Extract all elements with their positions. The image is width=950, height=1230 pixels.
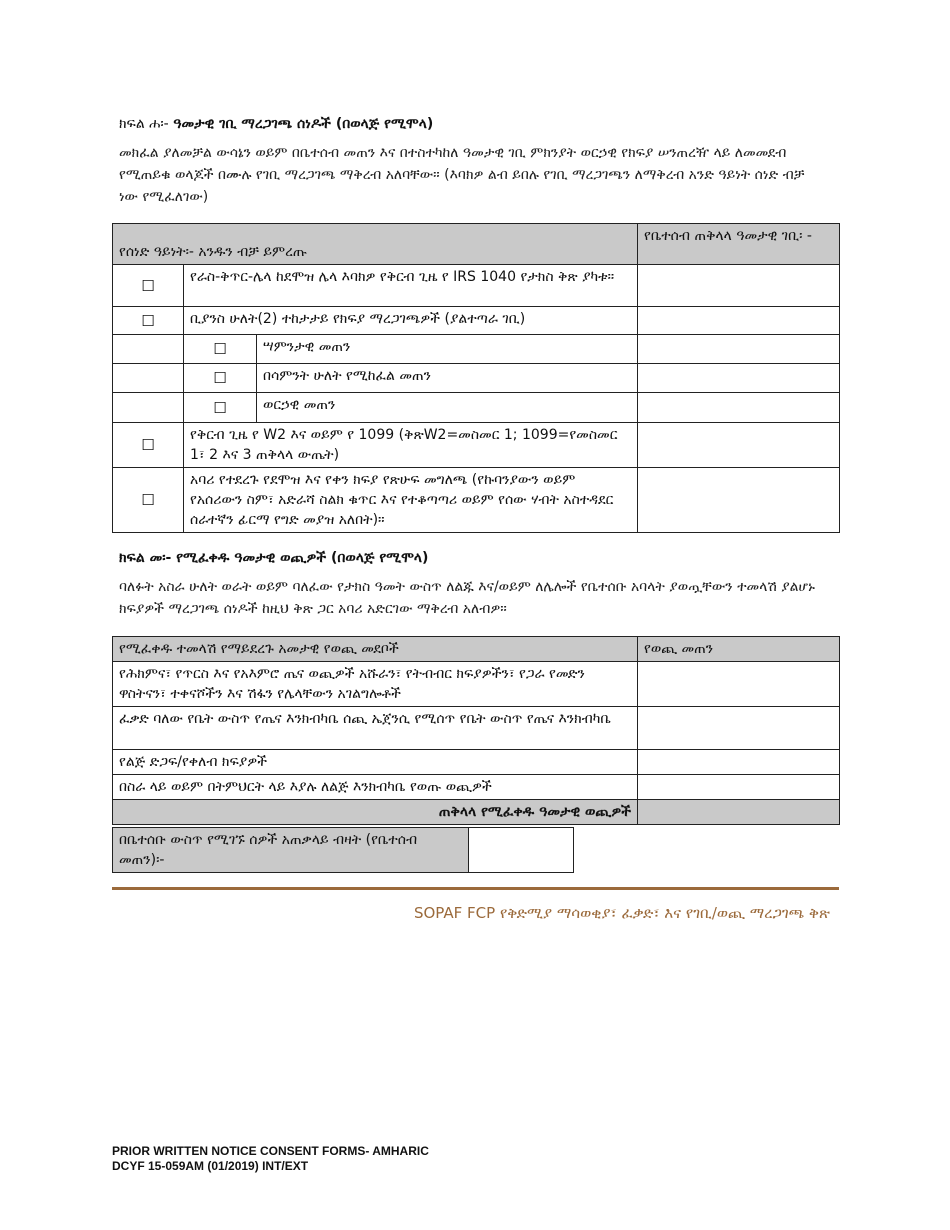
section-m-title-bold: ክፍል መ፡- የሚፈቀዱ ዓመታዊ ወጪዎች (በወላጅ የሚሞላ) (119, 550, 429, 566)
form-number: DCYF 15-059AM (01/2019) INT/EXT (112, 1159, 309, 1173)
income-docs-table (112, 223, 840, 533)
household-size-label: በቤተሰቡ ውስጥ የሚገኙ ሰዎች አጠቃላይ ብዛት (የቤተሰብ መጠን)፡- (113, 828, 469, 873)
weekly-income-cell[interactable] (638, 335, 840, 364)
table-row (113, 307, 840, 335)
biweekly-income-cell[interactable] (638, 364, 840, 393)
childcare-expense-label: በስራ ላይ ወይም በትምህርት ላይ እያሉ ለልጅ እንክብካቤ የወጡ ወጪዎች (113, 775, 638, 800)
w2-1099-label: የቅርብ ጊዜ የ W2 እና ወይም የ 1099 (ቅጽW2=መስመር 1; 1099=የመስመር 1፣ 2 እና 3 ጠቅላላ ውጤት) (184, 423, 638, 468)
table-row (113, 423, 840, 468)
employer-statement-label: አባሪ የተደረጉ የደሞዝ እና የቀን ክፍያ የጽሁፍ መግለጫ (የኩባንያውን ወይም የአሰሪውን ስም፣ አድራሻ ስልክ ቁጥር እና የተቆጣጣሪ ወይም የሰው ሃብት አስተዳደር ሰራተኛን ፊርማ የግድ መያዝ አለበት)። (184, 468, 638, 533)
medical-expense-amount[interactable] (638, 662, 840, 707)
household-income-header: የቤተሰብ ጠቅላላ ዓመታዊ ገቢ፡ - (638, 224, 840, 265)
expenses-table (112, 636, 840, 825)
irs-income-cell[interactable] (638, 265, 840, 307)
monthly-income-cell[interactable] (638, 393, 840, 423)
household-size-value[interactable] (469, 828, 574, 873)
section-h-intro: መክፈል ያለመቻል ውሳኔን ወይም በቤተሰብ መጠን እና በተስተካከለ ዓመታዊ ገቢ ምክንያት ወርኃዊ የክፍያ ሠንጠረዥ ላይ ለመመደብ የሚጠይቁ ወላጆች በሙሉ የገቢ ማረጋገጫ ማቅረብ አለባቸው። (እባክዎ ልብ ይበሉ የገቢ ማረጋገጫን ለማቅረብ አንድ ዓይነት ሰነድ ብቻ ነው የሚፈለገው) (119, 145, 805, 205)
table-row (113, 468, 840, 533)
indent-cell (113, 393, 184, 423)
table-row (113, 775, 840, 800)
section-h-title-prefix: ክፍል ሐ፡- (119, 116, 169, 132)
monthly-checkbox[interactable]: ☐ (184, 393, 257, 423)
doc-type-header: የሰነድ ዓይነት፡- አንዱን ብቻ ይምረጡ (113, 224, 638, 265)
child-support-expense-label: የልጅ ድጋፍ/የቀለብ ክፍያዎች (113, 750, 638, 775)
w2-income-cell[interactable] (638, 423, 840, 468)
paystubs-label: ቢያንስ ሁለት(2) ተከታታይ የክፍያ ማረጋገጫዎች (ያልተጣራ ገቢ) (184, 307, 638, 335)
table-row (113, 335, 840, 364)
expense-items-header: የሚፈቀዱ ተመላሽ የማይደረጉ አመታዊ የወጪ መደቦች (113, 637, 638, 662)
w2-checkbox[interactable]: ☐ (113, 423, 184, 468)
table-row (113, 800, 840, 825)
irs-checkbox[interactable]: ☐ (113, 265, 184, 307)
household-size-table (112, 827, 574, 873)
biweekly-checkbox[interactable]: ☐ (184, 364, 257, 393)
indent-cell (113, 335, 184, 364)
medical-expense-label: የሕክምና፣ የጥርስ እና የአእምሮ ጤና ወጪዎች አሹራን፣ የትብብር ክፍያዎችን፣ የጋራ የመድን ዋስትናን፣ ተቀናሾችን እና ሽፋን የሌላቸውን አገልግሎቶች (113, 662, 638, 707)
table-row (113, 265, 840, 307)
paystubs-checkbox[interactable]: ☐ (113, 307, 184, 335)
indent-cell (113, 364, 184, 393)
weekly-checkbox[interactable]: ☐ (184, 335, 257, 364)
paystubs-income-cell[interactable] (638, 307, 840, 335)
section-h-title (119, 114, 433, 134)
table-row (113, 750, 840, 775)
irs-1040-label: የራስ-ቅጥር-ሌላ ከደሞዝ ሌላ እባክዎ የቅርብ ጊዜ የ IRS 1040 የታክስ ቅጽ ያካቱ። (184, 265, 638, 307)
monthly-label: ወርኃዊ መጠን (257, 393, 638, 423)
total-expenses-label: ጠቅላላ የሚፈቀዱ ዓመታዊ ወጪዎች (113, 800, 638, 825)
section-m-title (119, 548, 428, 568)
childcare-expense-amount[interactable] (638, 775, 840, 800)
weekly-label: ሣምንታዊ መጠን (257, 335, 638, 364)
section-h-title-bold: ዓመታዊ ገቢ ማረጋገጫ ሰነዶች (በወላጅ የሚሞላ) (173, 116, 434, 132)
footer-divider (112, 887, 839, 890)
expense-amount-header: የወጪ መጠን (638, 637, 840, 662)
employer-statement-checkbox[interactable]: ☐ (113, 468, 184, 533)
table-row (113, 707, 840, 750)
section-m-intro: ባለፉት አስራ ሁለት ወራት ወይም ባለፈው የታክስ ዓመት ውስጥ ለልጁ እና/ወይም ለሌሎች የቤተሰቡ አባላት ያወጧቸውን ተመላሽ ያልሆኑ ክፍያዎች ማረጋገጫ ሰነዶች ከዚህ ቅጽ ጋር አባሪ አድርገው ማቅረብ አለብዎ። (119, 579, 815, 617)
table-row (113, 393, 840, 423)
form-footer-title: SOPAF FCP የቅድሚያ ማሳወቂያ፣ ፈቃድ፣ እና የገቢ/ወጪ ማረጋገጫ ቅጽ (413, 904, 830, 922)
table-row (113, 364, 840, 393)
total-expenses-amount[interactable] (638, 800, 840, 825)
child-support-expense-amount[interactable] (638, 750, 840, 775)
table-row (113, 662, 840, 707)
biweekly-label: በሳምንት ሁለት የሚከፈል መጠን (257, 364, 638, 393)
home-health-expense-amount[interactable] (638, 707, 840, 750)
form-name: PRIOR WRITTEN NOTICE CONSENT FORMS- AMHARIC (112, 1144, 429, 1158)
employer-income-cell[interactable] (638, 468, 840, 533)
home-health-expense-label: ፈቃድ ባለው የቤት ውስጥ የጤና እንክብካቤ ሰጪ ኤጀንሲ የሚሰጥ የቤት ውስጥ የጤና እንክብካቤ (113, 707, 638, 750)
